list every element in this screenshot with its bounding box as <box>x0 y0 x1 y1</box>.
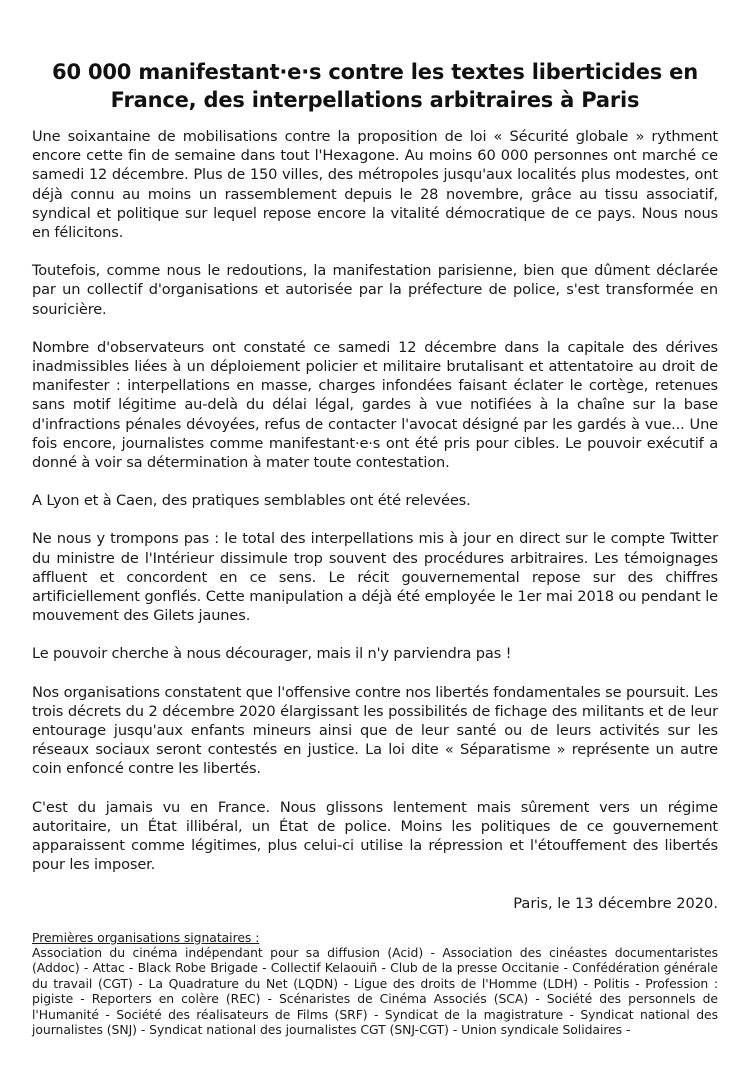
signatories-list: Association du cinéma indépendant pour sa diffusion (Acid) - Association des cinéastes documentaristes (Addoc) - Attac - Black Robe Brigade - Collectif Kelaouiñ - Club de la presse Occitanie - Confédération générale du travail (CGT) - La Quadrature du Net (LQDN) - Ligue des droits de l'Homme (LDH) - Politis - Profession : pigiste - Reporters en colère (REC) - Scénaristes de Cinéma Associés (SCA) - Société des personnels de l'Humanité - Société des réalisateurs de Films (SRF) - Syndicat de la magistrature - Syndicat national des journalistes (SNJ) - Syndicat national des journalistes CGT (SNJ-CGT) - Union syndicale Solidaires - <box>32 944 718 1037</box>
paragraph-souriciere: Toutefois, comme nous le redoutions, la manifestation parisienne, bien que dûment déclarée par un collectif d'organisations et autorisée par la préfecture de police, s'est transformée en souricière. <box>32 262 718 318</box>
place-date: Paris, le 13 décembre 2020. <box>513 894 718 912</box>
signatories-block <box>32 930 718 1038</box>
document-title: 60 000 manifestant·e·s contre les textes liberticides en France, des interpellations arbitraires à Paris <box>52 60 698 112</box>
paragraph-derives: Nombre d'observateurs ont constaté ce samedi 12 décembre dans la capitale des dérives inadmissibles liées à un déploiement policier et militaire brutalisant et attentatoire au droit de manifester : interpellations en masse, charges infondées faisant éclater le cortège, retenues sans motif légitime au-delà du délai légal, gardes à vue notifiées à la chaîne sur la base d'infractions pénales dévoyées, refus de contacter l'avocat désigné par les gardés à vue... Une fois encore, journalistes comme manifestant·e·s ont été pris pour cibles. Le pouvoir exécutif a donné à voir sa détermination à mater toute contestation. <box>32 338 718 472</box>
paragraph-etat-de-police: C'est du jamais vu en France. Nous glissons lentement mais sûrement vers un régime autoritaire, un État illibéral, un État de police. Moins les politiques de ce gouvernement apparaissent comme légitimes, plus celui-ci utilise la répression et l'étouffement des libertés pour les imposer. <box>32 798 718 874</box>
press-release-page <box>32 0 718 1037</box>
paragraph-mobilisations: Une soixantaine de mobilisations contre la proposition de loi « Sécurité globale » rythment encore cette fin de semaine dans tout l'Hexagone. Au moins 60 000 personnes ont marché ce samedi 12 décembre. Plus de 150 villes, des métropoles jusqu'aux localités plus modestes, ont déjà connu au moins un rassemblement depuis le 28 novembre, grâce au tissu associatif, syndical et politique sur lequel repose encore la vitalité démocratique de ce pays. Nous nous en félicitons. <box>32 128 718 242</box>
paragraph-libertes: Nos organisations constatent que l'offensive contre nos libertés fondamentales se poursuit. Les trois décrets du 2 décembre 2020 élargissant les possibilités de fichage des militants et de leur entourage jusqu'aux enfants mineurs ainsi que de leur santé ou de leurs activités sur les réseaux sociaux seront contestés en justice. La loi dite « Séparatisme » représente un autre coin enfoncé contre les libertés. <box>32 683 718 778</box>
paragraph-interpellations: Ne nous y trompons pas : le total des interpellations mis à jour en direct sur le compte Twitter du ministre de l'Intérieur dissimule trop souvent des procédures arbitraires. Les témoignages affluent et concordent en ce sens. Le récit gouvernemental repose sur des chiffres artificiellement gonflés. Cette manipulation a déjà été employée le 1er mai 2018 ou pendant le mouvement des Gilets jaunes. <box>32 530 718 625</box>
paragraph-decourager: Le pouvoir cherche à nous décourager, mais il n'y parviendra pas ! <box>32 645 512 663</box>
paragraph-lyon-caen: A Lyon et à Caen, des pratiques semblables ont été relevées. <box>32 492 471 510</box>
signatories-heading: Premières organisations signataires : <box>32 929 260 945</box>
